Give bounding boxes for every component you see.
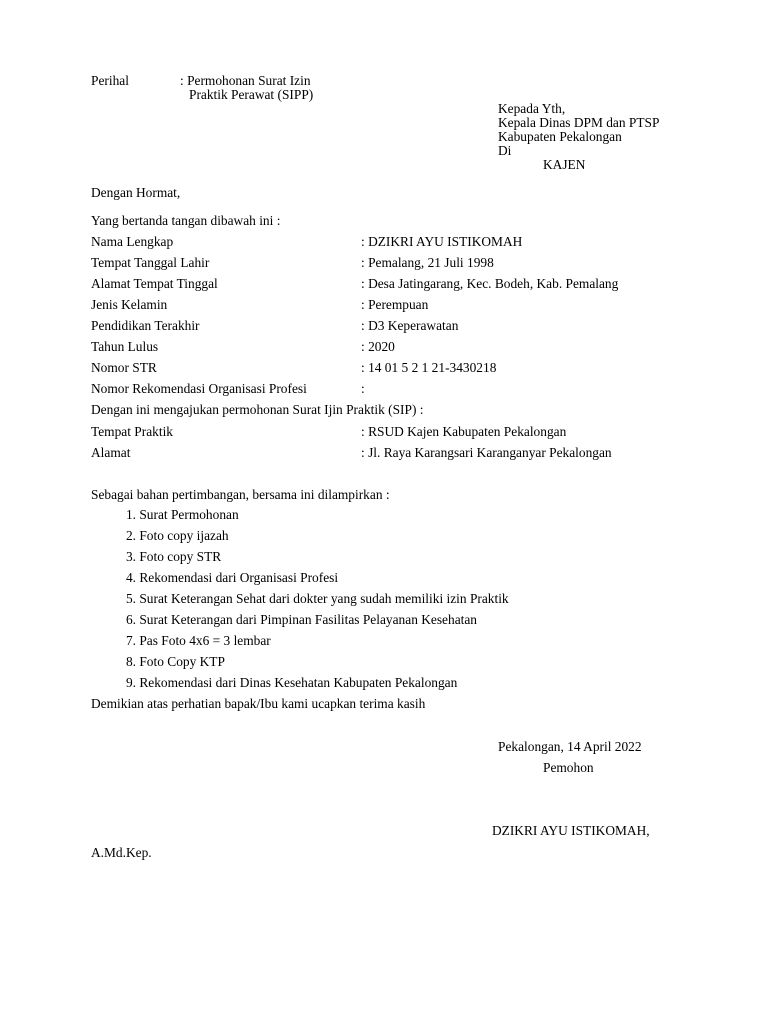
list-text: Rekomendasi dari Dinas Kesehatan Kabupaten Pekalongan — [139, 675, 458, 690]
field-row-ttl — [91, 255, 494, 270]
recipient-line4: Di — [498, 143, 512, 158]
field-label: Nama Lengkap — [91, 234, 174, 249]
signature-role: Pemohon — [543, 760, 594, 775]
perihal-value-line2: Praktik Perawat (SIPP) — [189, 87, 314, 102]
field-label: Jenis Kelamin — [91, 297, 168, 312]
list-item — [118, 528, 229, 543]
request-line: Dengan ini mengajukan permohonan Surat Ijin Praktik (SIP) : — [91, 402, 424, 417]
field-row-str — [91, 360, 497, 375]
list-item — [118, 633, 271, 648]
list-item — [118, 654, 225, 669]
list-text: Pas Foto 4x6 = 3 lembar — [139, 633, 271, 648]
field-row-alamat-praktik — [91, 445, 612, 460]
list-text: Foto Copy KTP — [139, 654, 225, 669]
signature-place-date: Pekalongan, 14 April 2022 — [498, 739, 642, 754]
field-label: Nomor Rekomendasi Organisasi Profesi — [91, 381, 307, 396]
salutation: Dengan Hormat, — [91, 185, 181, 200]
perihal-label: Perihal — [91, 73, 129, 88]
field-row-kelamin — [91, 297, 429, 312]
list-number: 3. — [125, 549, 136, 564]
field-label: Tempat Praktik — [91, 424, 173, 439]
list-text: Foto copy STR — [139, 549, 222, 564]
recipient-line2: Kepala Dinas DPM dan PTSP — [498, 115, 660, 130]
field-value: : Desa Jatingarang, Kec. Bodeh, Kab. Pemalang — [361, 276, 619, 291]
field-row-tempat-praktik — [91, 424, 567, 439]
field-value: : — [361, 381, 365, 396]
list-text: Surat Permohonan — [139, 507, 239, 522]
field-label: Alamat — [91, 445, 131, 460]
field-value: : RSUD Kajen Kabupaten Pekalongan — [361, 424, 567, 439]
recipient-line1: Kepada Yth, — [498, 101, 566, 116]
field-value: : D3 Keperawatan — [361, 318, 459, 333]
list-number: 5. — [125, 591, 136, 606]
list-text: Surat Keterangan dari Pimpinan Fasilitas Pelayanan Kesehatan — [139, 612, 478, 627]
list-item — [118, 570, 338, 585]
list-number: 9. — [125, 675, 136, 690]
field-row-nama — [91, 234, 523, 249]
list-item — [118, 507, 239, 522]
field-row-tahun-lulus — [91, 339, 395, 354]
list-item — [118, 591, 509, 606]
list-number: 4. — [125, 570, 136, 585]
field-value: : Jl. Raya Karangsari Karanganyar Pekalongan — [361, 445, 612, 460]
intro-text: Yang bertanda tangan dibawah ini : — [91, 213, 281, 228]
field-label: Tahun Lulus — [91, 339, 159, 354]
attachments-intro: Sebagai bahan pertimbangan, bersama ini dilampirkan : — [91, 487, 390, 502]
recipient-line5: KAJEN — [543, 157, 586, 172]
list-number: 2. — [125, 528, 136, 543]
list-item — [118, 549, 221, 564]
signature-title: A.Md.Kep. — [91, 845, 152, 860]
closing-text: Demikian atas perhatian bapak/Ibu kami ucapkan terima kasih — [91, 696, 426, 711]
field-row-alamat — [91, 276, 619, 291]
list-item — [118, 612, 477, 627]
field-value: : Pemalang, 21 Juli 1998 — [361, 255, 494, 270]
list-text: Surat Keterangan Sehat dari dokter yang sudah memiliki izin Praktik — [139, 591, 509, 606]
field-row-rekomendasi — [91, 381, 365, 396]
field-label: Tempat Tanggal Lahir — [91, 255, 210, 270]
list-text: Rekomendasi dari Organisasi Profesi — [139, 570, 339, 585]
field-row-pendidikan — [91, 318, 459, 333]
list-text: Foto copy ijazah — [139, 528, 229, 543]
field-label: Pendidikan Terakhir — [91, 318, 200, 333]
field-value: : 14 01 5 2 1 21-3430218 — [361, 360, 497, 375]
list-number: 6. — [125, 612, 136, 627]
list-number: 8. — [125, 654, 136, 669]
signature-name: DZIKRI AYU ISTIKOMAH, — [492, 823, 650, 838]
field-value: : Perempuan — [361, 297, 429, 312]
perihal-value-line1: : Permohonan Surat Izin — [180, 73, 311, 88]
list-number: 1. — [125, 507, 136, 522]
field-label: Nomor STR — [91, 360, 157, 375]
field-label: Alamat Tempat Tinggal — [91, 276, 218, 291]
field-value: : DZIKRI AYU ISTIKOMAH — [361, 234, 523, 249]
list-item — [118, 675, 457, 690]
recipient-line3: Kabupaten Pekalongan — [498, 129, 622, 144]
field-value: : 2020 — [361, 339, 395, 354]
list-number: 7. — [125, 633, 136, 648]
